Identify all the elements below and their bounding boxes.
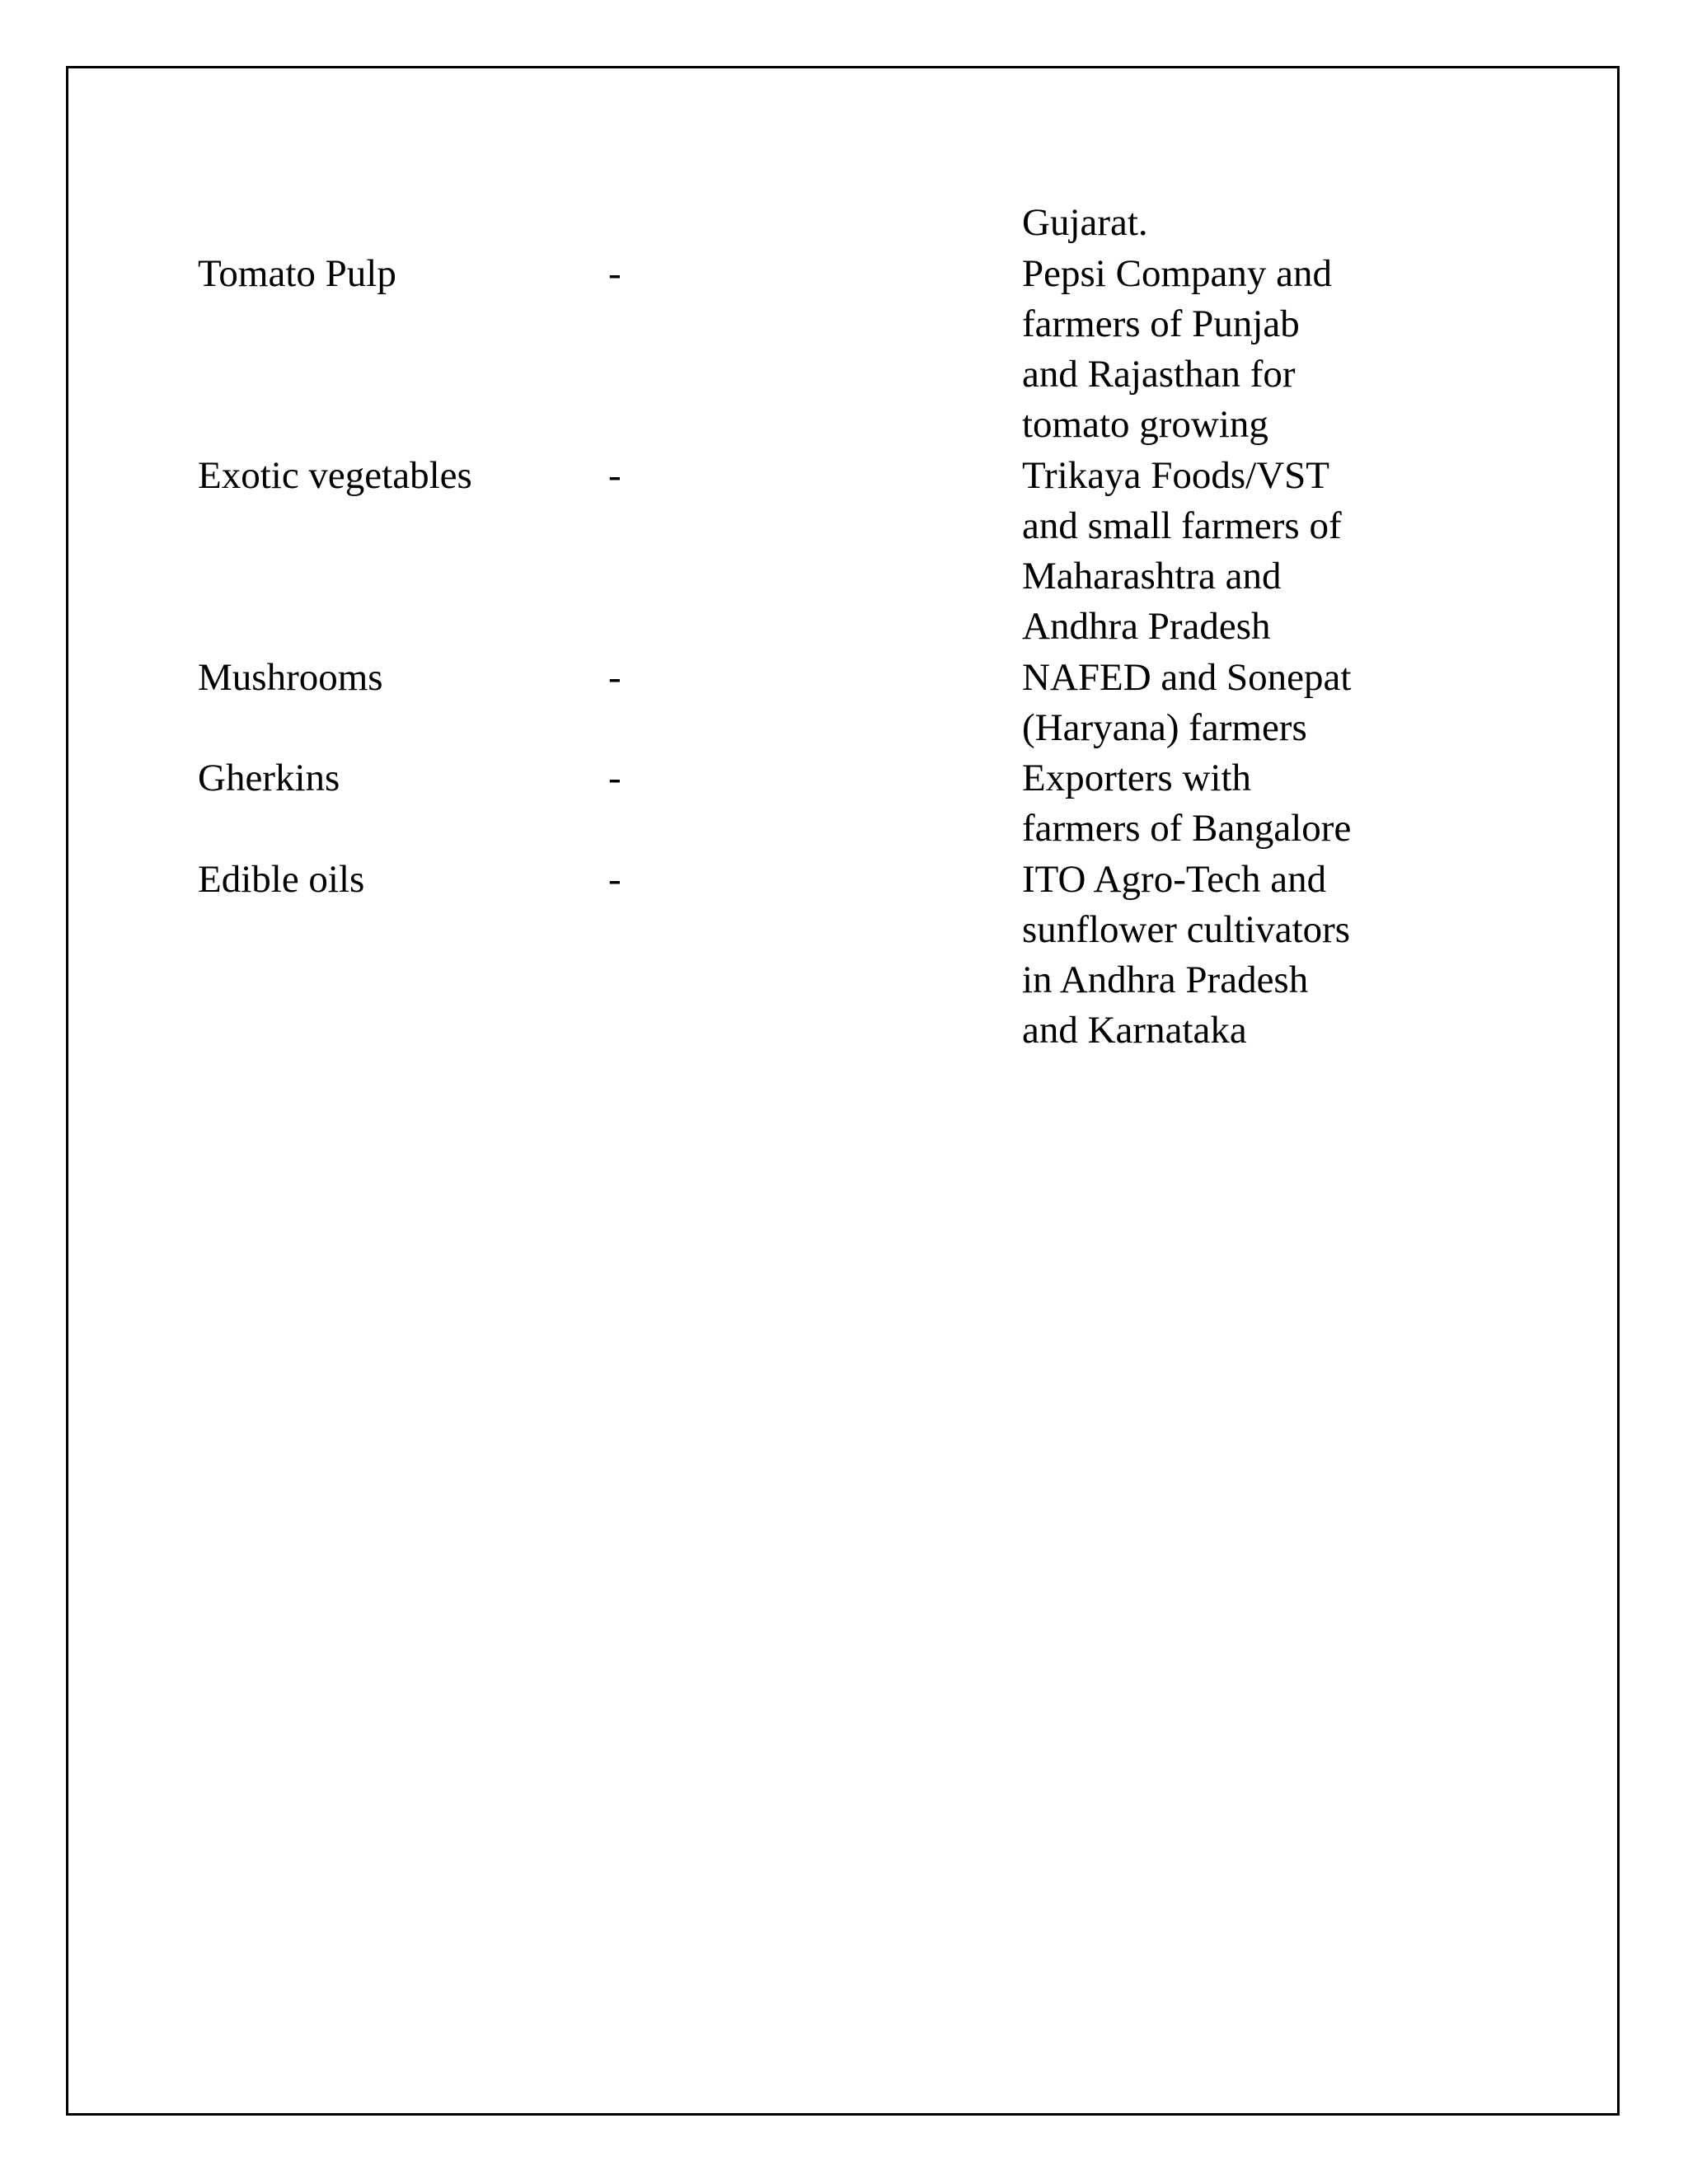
continuation-text: Gujarat. bbox=[1022, 201, 1148, 244]
separator-dash: - bbox=[608, 757, 621, 799]
partner-line: (Haryana) farmers bbox=[1022, 706, 1307, 749]
partner-line: ITO Agro-Tech and bbox=[1022, 858, 1327, 901]
separator-dash: - bbox=[608, 656, 621, 699]
partner-line: sunflower cultivators bbox=[1022, 908, 1351, 951]
partner-line: farmers of Bangalore bbox=[1022, 807, 1352, 850]
product-name: Edible oils bbox=[198, 858, 365, 901]
partner-description bbox=[1022, 451, 1401, 652]
partner-line: Trikaya Foods/VST bbox=[1022, 454, 1330, 497]
partner-line: and small farmers of bbox=[1022, 504, 1342, 547]
product-name: Gherkins bbox=[198, 757, 340, 799]
product-name: Exotic vegetables bbox=[198, 454, 472, 497]
partner-line: Exporters with bbox=[1022, 757, 1252, 799]
separator-dash: - bbox=[608, 454, 621, 497]
partner-line: tomato growing bbox=[1022, 403, 1268, 446]
product-name: Mushrooms bbox=[198, 656, 383, 699]
partner-description bbox=[1022, 249, 1401, 450]
partner-line: in Andhra Pradesh bbox=[1022, 958, 1309, 1001]
partner-line: and Rajasthan for bbox=[1022, 353, 1296, 396]
partner-line: and Karnataka bbox=[1022, 1009, 1247, 1052]
partner-line: Maharashtra and bbox=[1022, 555, 1282, 598]
separator-dash: - bbox=[608, 858, 621, 901]
partner-line: NAFED and Sonepat bbox=[1022, 656, 1352, 699]
partner-line: Andhra Pradesh bbox=[1022, 605, 1271, 648]
partner-description bbox=[1022, 653, 1401, 753]
product-name: Tomato Pulp bbox=[198, 252, 396, 295]
separator-dash: - bbox=[608, 252, 621, 295]
partner-description bbox=[1022, 753, 1401, 854]
partner-line: farmers of Punjab bbox=[1022, 302, 1300, 345]
partner-description bbox=[1022, 855, 1401, 1056]
partner-line: Pepsi Company and bbox=[1022, 252, 1332, 295]
